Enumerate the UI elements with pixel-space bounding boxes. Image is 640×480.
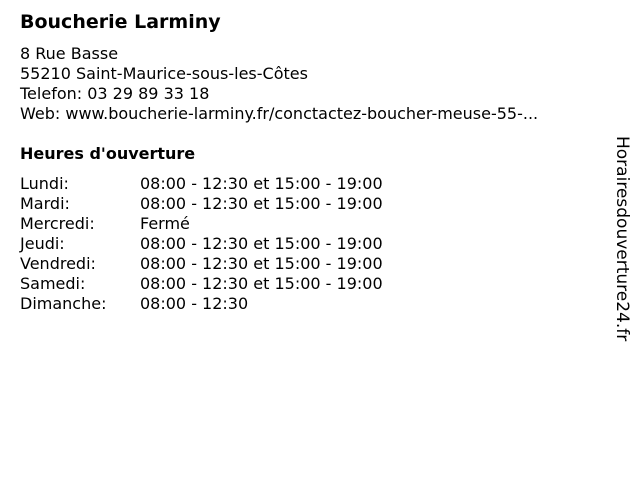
website-line: Web: www.boucherie-larminy.fr/conctactez-boucher-meuse-55-... xyxy=(20,104,539,123)
day-label: Vendredi: xyxy=(20,254,96,273)
day-label: Mardi: xyxy=(20,194,70,213)
day-hours: 08:00 - 12:30 et 15:00 - 19:00 xyxy=(140,194,383,213)
opening-hours-heading: Heures d'ouverture xyxy=(20,144,196,163)
day-hours: 08:00 - 12:30 et 15:00 - 19:00 xyxy=(140,234,383,253)
day-label: Lundi: xyxy=(20,174,69,193)
hours-row-wednesday xyxy=(20,214,383,234)
day-label: Samedi: xyxy=(20,274,86,293)
hours-row-sunday xyxy=(20,294,383,314)
street-address: 8 Rue Basse xyxy=(20,44,119,63)
day-hours: 08:00 - 12:30 et 15:00 - 19:00 xyxy=(140,274,383,293)
site-watermark: Horairesdouverture24.fr xyxy=(612,136,632,342)
business-details xyxy=(20,44,538,124)
day-hours: 08:00 - 12:30 et 15:00 - 19:00 xyxy=(140,174,383,193)
hours-row-friday xyxy=(20,254,383,274)
opening-hours-list xyxy=(20,174,383,314)
hours-row-tuesday xyxy=(20,194,383,214)
day-label: Jeudi: xyxy=(20,234,65,253)
hours-row-saturday xyxy=(20,274,383,294)
hours-row-thursday xyxy=(20,234,383,254)
day-hours: 08:00 - 12:30 xyxy=(140,294,249,313)
phone-line: Telefon: 03 29 89 33 18 xyxy=(20,84,210,103)
city-line: 55210 Saint-Maurice-sous-les-Côtes xyxy=(20,64,308,83)
hours-row-monday xyxy=(20,174,383,194)
business-name: Boucherie Larminy xyxy=(20,11,221,33)
day-hours: 08:00 - 12:30 et 15:00 - 19:00 xyxy=(140,254,383,273)
day-hours: Fermé xyxy=(140,214,190,233)
day-label: Mercredi: xyxy=(20,214,95,233)
day-label: Dimanche: xyxy=(20,294,107,313)
